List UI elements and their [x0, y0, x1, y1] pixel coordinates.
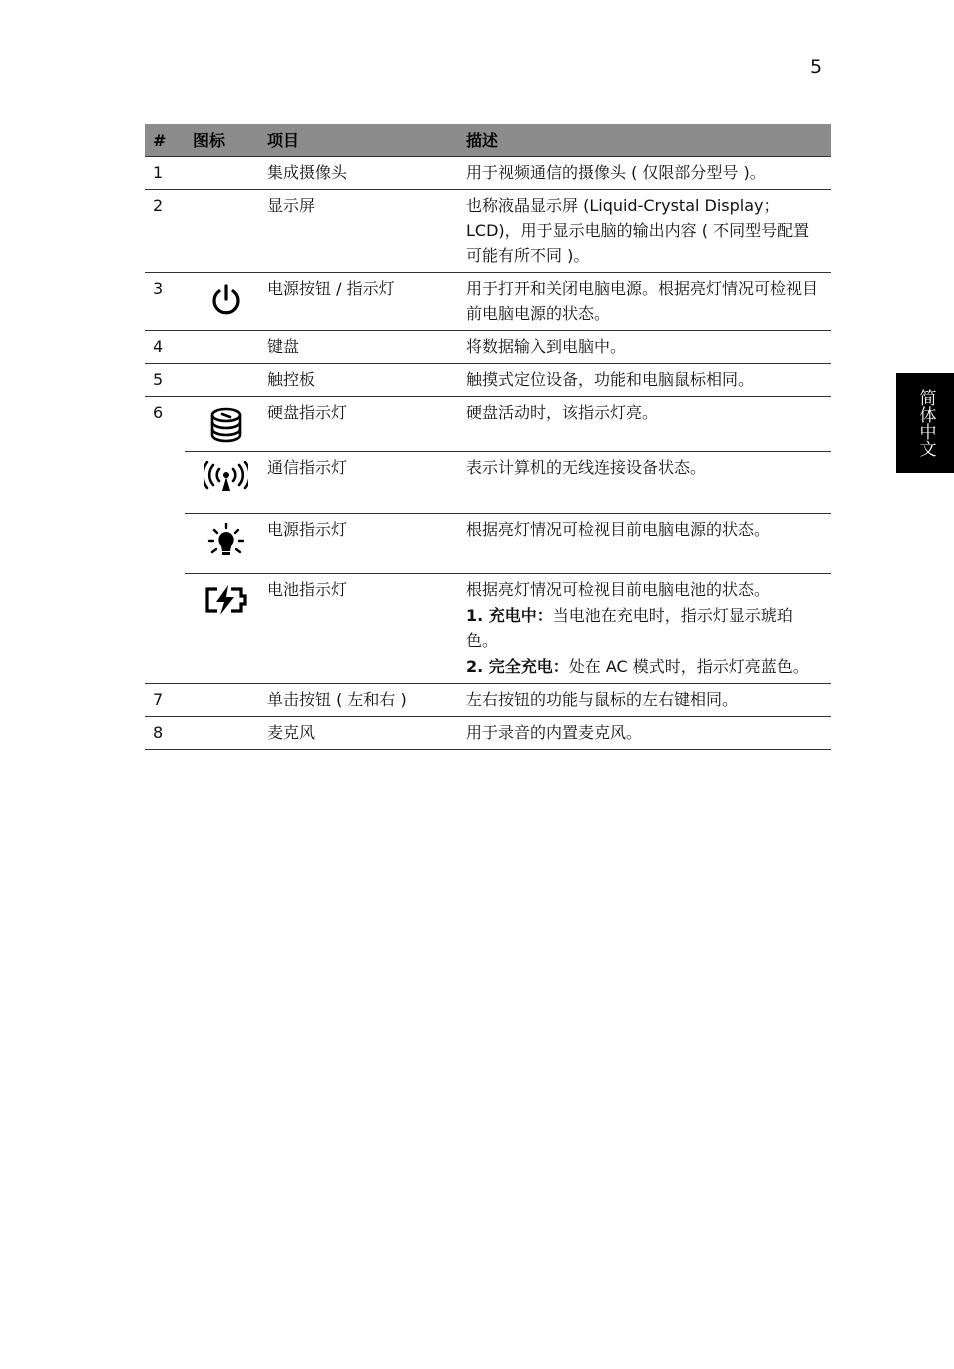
desc-point-text: 处在 AC 模式时，指示灯亮蓝色。	[568, 657, 809, 676]
row-desc: 用于打开和关闭电脑电源。根据亮灯情况可检视目前电脑电源的状态。	[466, 273, 831, 331]
row-num: 3	[145, 273, 185, 331]
row-item: 集成摄像头	[267, 157, 466, 190]
row-num: 4	[145, 331, 185, 364]
row-item: 显示屏	[267, 190, 466, 273]
header-icon: 图标	[185, 124, 267, 157]
table-row	[145, 514, 831, 574]
row-desc: 将数据输入到电脑中。	[466, 331, 831, 364]
row-num: 6	[153, 403, 164, 422]
row-icon-cell	[185, 684, 267, 717]
row-num-empty	[145, 452, 185, 514]
row-icon-cell	[185, 190, 267, 273]
row-icon-cell	[185, 452, 267, 514]
row-item: 触控板	[267, 364, 466, 397]
row-desc: 用于视频通信的摄像头 ( 仅限部分型号 )。	[466, 157, 831, 190]
page-number: 5	[810, 56, 823, 78]
hdd-icon	[208, 406, 244, 446]
row-icon-cell	[185, 157, 267, 190]
row-desc: 根据亮灯情况可检视目前电脑电源的状态。	[466, 514, 831, 574]
row-item: 键盘	[267, 331, 466, 364]
desc-point-label: 1. 充电中：	[466, 606, 553, 625]
table-row	[145, 684, 831, 717]
row-icon-cell	[185, 273, 267, 331]
row-desc: 硬盘活动时，该指示灯亮。	[466, 397, 831, 452]
row-item: 电池指示灯	[267, 574, 466, 684]
table-row	[145, 364, 831, 397]
row-item: 电源按钮 / 指示灯	[267, 273, 466, 331]
row-desc: 用于录音的内置麦克风。	[466, 717, 831, 750]
row-desc: 也称液晶显示屏 (Liquid-Crystal Display；LCD)，用于显示电脑的输出内容 ( 不同型号配置可能有所不同 )。	[466, 190, 831, 273]
row-num: 1	[145, 157, 185, 190]
row-item: 通信指示灯	[267, 452, 466, 514]
row-icon-cell	[185, 574, 267, 684]
header-item: 项目	[267, 124, 466, 157]
wireless-icon	[204, 461, 248, 495]
row-num: 5	[145, 364, 185, 397]
row-desc: 左右按钮的功能与鼠标的左右键相同。	[466, 684, 831, 717]
row-icon-cell	[185, 364, 267, 397]
header-desc: 描述	[466, 124, 831, 157]
table-row	[145, 397, 831, 452]
row-num: 2	[145, 190, 185, 273]
table-row	[145, 157, 831, 190]
table-header-row	[145, 124, 831, 157]
row-num-empty	[145, 514, 185, 574]
desc-main: 根据亮灯情况可检视目前电脑电池的状态。	[466, 580, 771, 599]
row-icon-cell	[185, 717, 267, 750]
power-light-icon	[206, 523, 246, 563]
row-item: 单击按钮 ( 左和右 )	[267, 684, 466, 717]
desc-point-text: 当电池在充电时，指示灯显示琥珀色。	[466, 606, 793, 650]
language-tab-label: 简体中文	[915, 389, 936, 457]
desc-point	[466, 603, 823, 653]
component-table	[145, 124, 831, 750]
header-num: #	[145, 124, 185, 157]
table-row	[145, 452, 831, 514]
row-item: 电源指示灯	[267, 514, 466, 574]
table-row	[145, 331, 831, 364]
row-num: 7	[145, 684, 185, 717]
desc-point	[466, 654, 823, 679]
row-icon-cell	[185, 331, 267, 364]
row-desc: 表示计算机的无线连接设备状态。	[466, 452, 831, 514]
row-icon-cell	[185, 514, 267, 574]
row-desc: 触摸式定位设备，功能和电脑鼠标相同。	[466, 364, 831, 397]
row-icon-cell	[185, 397, 267, 452]
language-tab	[896, 373, 954, 473]
power-icon	[208, 282, 244, 318]
row-desc	[466, 574, 831, 684]
desc-point-label: 2. 完全充电：	[466, 657, 569, 676]
table-row	[145, 717, 831, 750]
row-num-empty	[145, 574, 185, 684]
table-row	[145, 574, 831, 684]
row-num: 8	[145, 717, 185, 750]
battery-charge-icon	[203, 583, 249, 617]
table-row	[145, 273, 831, 331]
row-item: 硬盘指示灯	[267, 397, 466, 452]
row-item: 麦克风	[267, 717, 466, 750]
table-row	[145, 190, 831, 273]
